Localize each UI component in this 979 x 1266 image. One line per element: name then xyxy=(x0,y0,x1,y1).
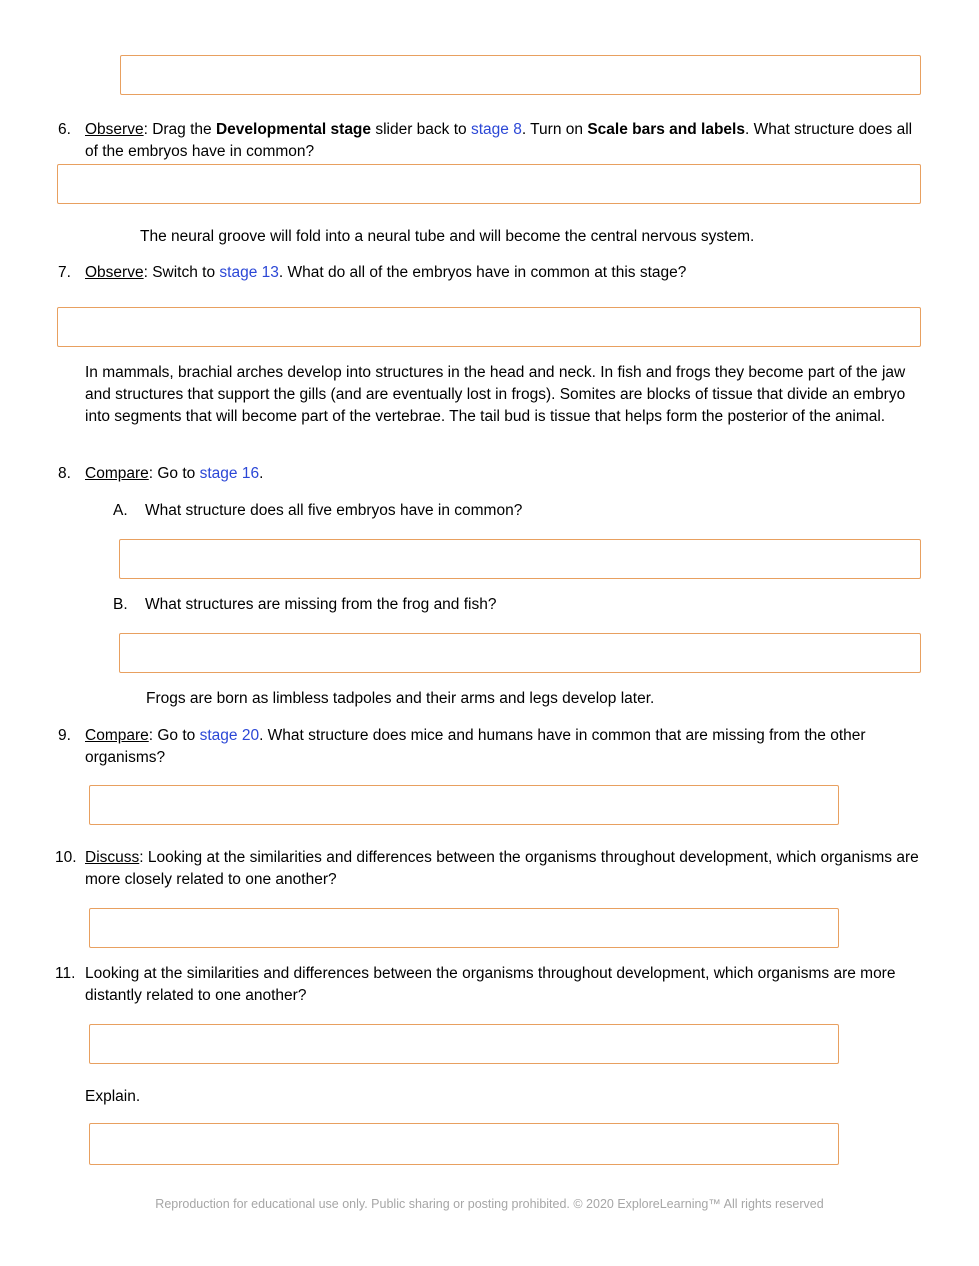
question-8-verb: Compare xyxy=(85,465,149,482)
page-footer: Reproduction for educational use only. Public sharing or posting prohibited. © 2020 ExploreLearning™ All rights reserved xyxy=(155,1197,824,1211)
question-9-part1: : Go to xyxy=(148,727,200,744)
question-6 xyxy=(55,119,921,163)
question-9-text xyxy=(85,725,921,769)
question-8a-letter: A. xyxy=(113,502,128,519)
note-q8: Frogs are born as limbless tadpoles and their arms and legs develop later. xyxy=(146,690,655,707)
question-8-part1: : Go to xyxy=(148,465,200,482)
question-7-part2: . What do all of the embryos have in common at this stage? xyxy=(278,264,687,281)
answer-box-q8a[interactable] xyxy=(119,539,921,579)
question-7-link1[interactable]: stage 13 xyxy=(219,264,279,281)
answer-box-q11[interactable] xyxy=(89,1024,839,1064)
question-7-number: 7. xyxy=(58,264,71,281)
question-9-part2: . What structure does mice and humans have in common that are missing from the other organisms? xyxy=(85,727,866,766)
question-6-part4: . What structure does all of the embryos have in common? xyxy=(85,121,913,160)
question-6-part1: : Drag the xyxy=(143,121,216,138)
question-9-verb: Compare xyxy=(85,727,149,744)
question-9 xyxy=(55,725,921,769)
answer-box-q6[interactable] xyxy=(57,164,921,204)
question-8-text xyxy=(85,463,921,485)
question-10-number: 10. xyxy=(55,849,77,866)
question-8-link1[interactable]: stage 16 xyxy=(199,465,260,482)
question-6-link1[interactable]: stage 8 xyxy=(470,121,522,138)
question-8b xyxy=(113,594,921,616)
question-8a-text: What structure does all five embryos have in common? xyxy=(145,502,523,519)
question-6-text xyxy=(85,119,921,163)
answer-box-q11-explain[interactable] xyxy=(89,1123,839,1165)
question-8b-letter: B. xyxy=(113,596,128,613)
question-11-number: 11. xyxy=(55,965,76,982)
note-q6: The neural groove will fold into a neural tube and will become the central nervous system. xyxy=(140,228,755,245)
explain-label: Explain. xyxy=(85,1088,141,1105)
answer-box-q8b[interactable] xyxy=(119,633,921,673)
question-8-number: 8. xyxy=(58,465,71,482)
question-11 xyxy=(55,963,921,1007)
question-10-verb: Discuss xyxy=(85,849,140,866)
question-6-bold1: Developmental stage xyxy=(215,121,372,138)
question-11-text: Looking at the similarities and differences between the organisms throughout development, which organisms are more distantly related to one another? xyxy=(85,965,896,1004)
answer-box-q9[interactable] xyxy=(89,785,839,825)
question-6-part3: . Turn on xyxy=(521,121,588,138)
answer-box-q10[interactable] xyxy=(89,908,839,948)
question-6-verb: Observe xyxy=(85,121,144,138)
paragraph-q7: In mammals, brachial arches develop into structures in the head and neck. In fish and frogs they become part of the jaw and structures that support the gills (and are eventually lost in frogs). Somites are blocks of tissue that divide an embryo into segments that will become part of the vertebrae. The tail bud is tissue that helps form the posterior of the animal. xyxy=(85,364,906,425)
question-7-text xyxy=(85,262,921,284)
question-9-link1[interactable]: stage 20 xyxy=(199,727,260,744)
question-7-part1: : Switch to xyxy=(143,264,220,281)
question-8b-text: What structures are missing from the frog and fish? xyxy=(145,596,497,613)
question-9-number: 9. xyxy=(58,727,71,744)
question-6-bold2: Scale bars and labels xyxy=(587,121,745,138)
question-10-part1: : Looking at the similarities and differences between the organisms throughout development, which organisms are more closely related to one another? xyxy=(85,849,919,888)
question-7-verb: Observe xyxy=(85,264,144,281)
question-10 xyxy=(55,847,921,891)
question-10-text xyxy=(85,847,921,891)
answer-box-carryover[interactable] xyxy=(120,55,921,95)
question-6-number: 6. xyxy=(58,121,71,138)
question-8 xyxy=(55,463,921,485)
question-8-part2: . xyxy=(259,465,264,482)
question-7 xyxy=(55,262,921,284)
question-6-part2: slider back to xyxy=(371,121,471,138)
answer-box-q7[interactable] xyxy=(57,307,921,347)
question-8a xyxy=(113,500,921,522)
